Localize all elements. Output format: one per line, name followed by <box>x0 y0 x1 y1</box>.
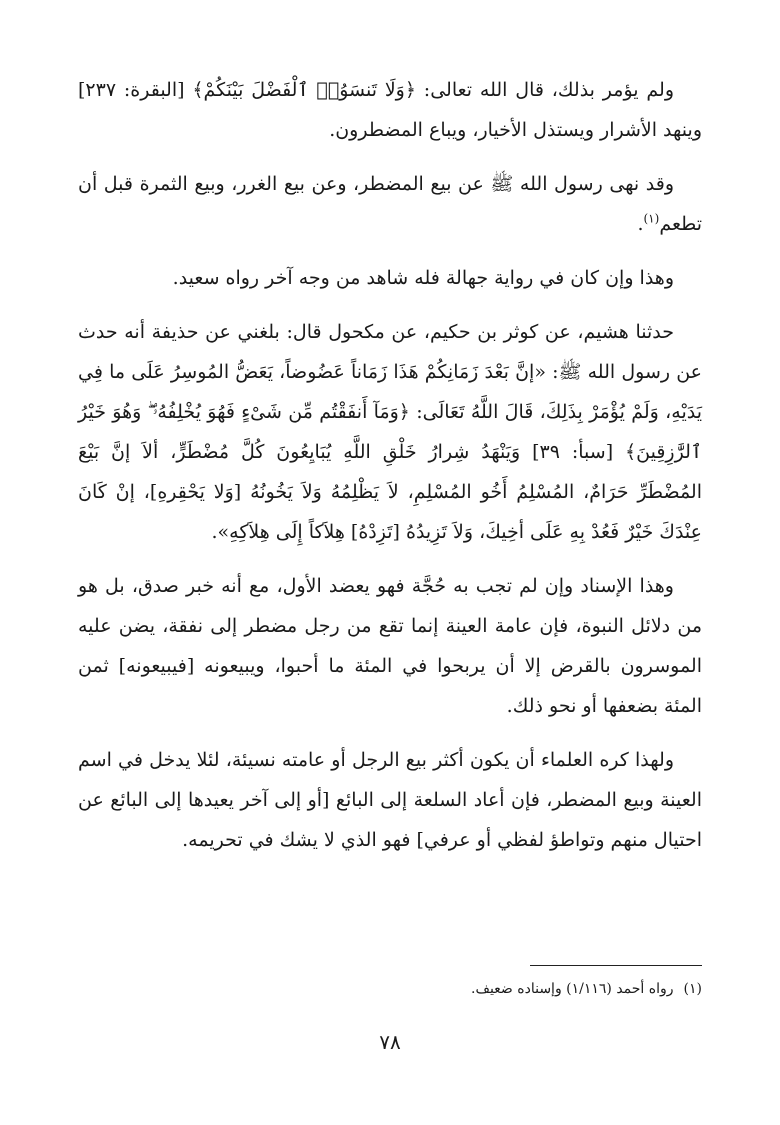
paragraph-4: حدثنا هشيم، عن كوثر بن حكيم، عن مكحول قال: بلغني عن حذيفة أنه حدث عن رسول الله ﷺ: «إنَّ بَعْدَ زَمَانِكُمْ هَذَا زَمَاناً عَضُوضاً، يَعَضُّ المُوسِرُ عَلَى ما فِي يَدَيْهِ، وَلَمْ يُؤْمَرْ بِذَلِكَ، قَالَ اللَّهُ تَعَالَى: ﴿وَمَآ أَنفَقْتُم مِّن شَىْءٍ فَهُوَ يُخْلِفُهُۥ ۖ وَهُوَ خَيْرُ ٱلرَّٰزِقِينَ﴾ [سبأ: ٣٩] وَيَنْهَدُ شِرارُ خَلْقِ اللَّهِ يُبَايِعُونَ كُلَّ مُضْطَرٍّ، ألاَ إنَّ بَيْعَ المُضْطَرِّ حَرَامٌ، المُسْلِمُ أَخُو المُسْلِمِ، لاَ يَظْلِمُهُ وَلاَ يَخُونُهُ [وَلا يَحْقِرهِ]، إنْ كَانَ عِنْدَكَ خَيْرٌ فَعُدْ بِهِ عَلَى أخِيكَ، وَلاَ تَزِيدُهُ [تَزِدْهُ] هِلاَكاً إِلَى هِلاَكِهِ». <box>78 321 703 543</box>
paragraph-2 <box>78 164 702 244</box>
main-text <box>78 70 702 874</box>
footnote-divider <box>530 965 702 966</box>
paragraph-6: ولهذا كره العلماء أن يكون أكثر بيع الرجل أو عامته نسيئة، لئلا يدخل في اسم العينة وبيع المضطر، فإن أعاد السلعة إلى البائع [أو إلى آخر يعيدها إلى البائع عن احتيال منهم وتواطؤ لفظي أو عرفي] فهو الذي لا يشك في تحريمه. <box>78 749 702 851</box>
paragraph-5: وهذا الإسناد وإن لم تجب به حُجَّة فهو يعضد الأول، مع أنه خبر صدق، بل هو من دلائل النبوة، فإن عامة العينة إنما تقع من رجل مضطر إلى نفقة، يضن عليه الموسرون بالقرض إلا أن يربحوا في المئة ما أحبوا، ويبيعونه [فيبيعونه] ثمن المئة بضعفها أو نحو ذلك. <box>78 575 702 717</box>
footnote <box>78 978 702 1000</box>
paragraph-1: ولم يؤمر بذلك، قال الله تعالى: ﴿وَلَا تَنسَوُا۟ ٱلْفَضْلَ بَيْنَكُمْ﴾ [البقرة: ٢٣٧] وينهد الأشرار ويستذل الأخيار، ويباع المضطرون. <box>78 79 702 141</box>
paragraph-2-text: وقد نهى رسول الله ﷺ عن بيع المضطر، وعن بيع الغرر، وبيع الثمرة قبل أن تطعم <box>78 173 702 235</box>
footnote-reference[interactable]: (١) <box>643 211 660 226</box>
page-number: ٧٨ <box>379 1030 401 1054</box>
footnote-marker: (١) <box>683 981 702 997</box>
paragraph-2-end: . <box>637 213 644 235</box>
paragraph-3: وهذا وإن كان في رواية جهالة فله شاهد من وجه آخر رواه سعيد. <box>172 267 674 289</box>
footnote-text: رواه أحمد (١/١١٦) وإسناده ضعيف. <box>471 981 674 997</box>
